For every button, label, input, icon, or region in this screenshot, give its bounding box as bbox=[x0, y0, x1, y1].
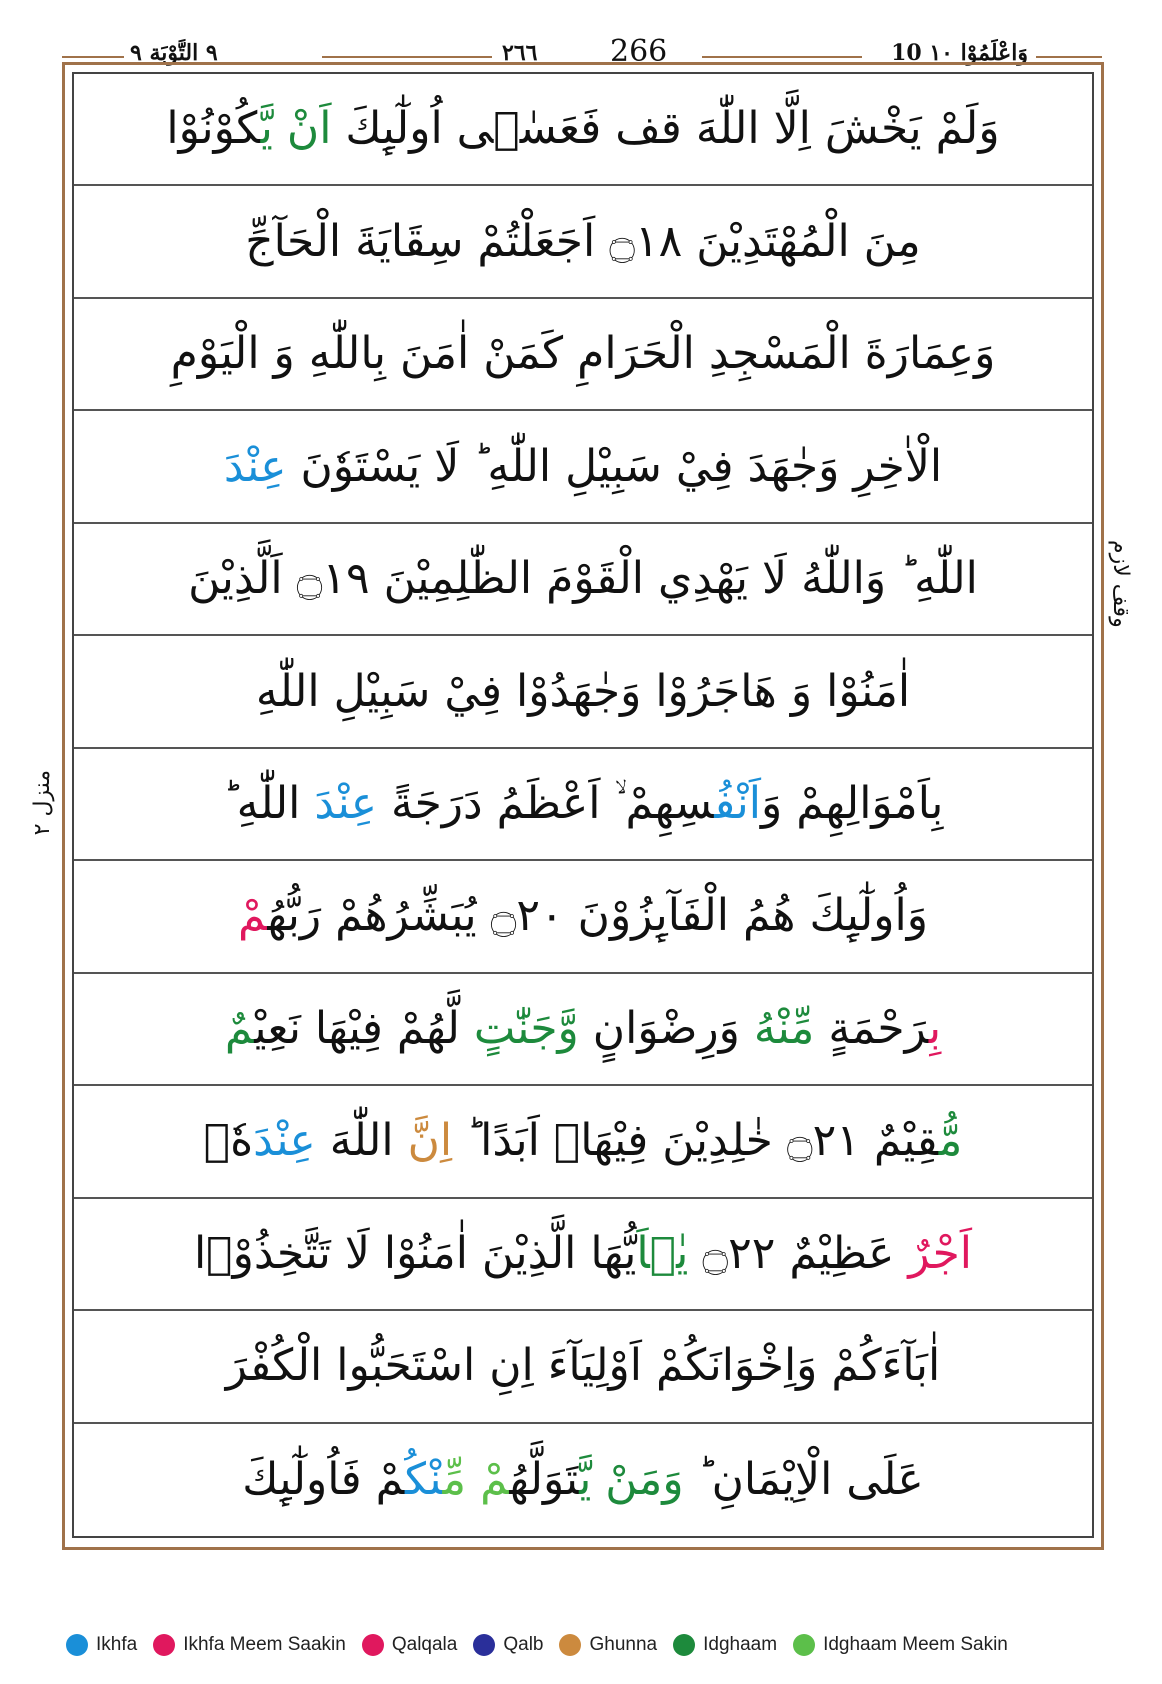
verse-segment: فَعَسٰۤى اُولٰٓىِٕكَ bbox=[331, 103, 616, 155]
verse-segment: اٰمَنُوْا وَ هَاجَرُوْا وَجٰهَدُوْا فِيْ سَبِيْلِ اللّٰهِ bbox=[255, 665, 911, 717]
verse-segment: مْ فَاُولٰٓىِٕكَ bbox=[242, 1453, 405, 1505]
verse-text bbox=[203, 1115, 963, 1167]
verse-text bbox=[170, 328, 996, 380]
tajweed-idghaam-segment: مِّنْهُ bbox=[753, 1002, 815, 1054]
verse-segment: اٰبَآءَكُمْ وَاِخْوَانَكُمْ اَوْلِيَآءَ اِنِ اسْتَحَبُّوا الْكُفْرَ bbox=[225, 1340, 941, 1392]
tajweed-ikhfa-segment: نْكُ bbox=[404, 1453, 443, 1505]
verse-segment: وَرِضْوَانٍ bbox=[578, 1002, 754, 1054]
verse-text bbox=[225, 1340, 941, 1392]
tajweed-ghunna-segment: اِنَّ bbox=[407, 1115, 453, 1167]
waqf-lazim-note: وقف لازم bbox=[1108, 540, 1133, 628]
color-dot-icon bbox=[559, 1634, 581, 1656]
color-dot-icon bbox=[362, 1634, 384, 1656]
verse-text bbox=[188, 553, 978, 605]
tajweed-idghaam-meem-segment: مْ مِّ bbox=[442, 1453, 510, 1505]
legend-item bbox=[362, 1634, 458, 1656]
legend-item bbox=[66, 1634, 137, 1656]
verse-segment: مِنَ الْمُهْتَدِيْنَ ۝١٨ اَجَعَلْتُمْ سِقَايَةَ الْحَآجِّ bbox=[245, 215, 921, 267]
legend-item bbox=[473, 1634, 543, 1656]
header-rule-right bbox=[1036, 56, 1102, 58]
verse-segment: لَّهُمْ فِيْهَا نَعِيْ bbox=[254, 1002, 474, 1054]
tajweed-qalqala-segment: بِ bbox=[928, 1002, 942, 1054]
verse-segment: وَاُولٰٓىِٕكَ هُمُ الْفَآىِٕزُوْنَ ۝٢٠ يُبَشِّرُهُمْ رَبُّهُ bbox=[267, 890, 928, 942]
legend-item bbox=[673, 1634, 777, 1656]
verse-line bbox=[74, 524, 1092, 636]
verse-line bbox=[74, 1199, 1092, 1311]
page-number-arabic: ٢٦٦ bbox=[502, 40, 538, 66]
verse-line bbox=[74, 974, 1092, 1086]
verse-text bbox=[223, 440, 943, 492]
surah-name: ٩ التَّوْبَة ٩ bbox=[130, 40, 218, 66]
verse-segment: بِاَمْوَالِهِمْ وَ bbox=[761, 777, 944, 829]
verse-line bbox=[74, 1424, 1092, 1536]
color-dot-icon bbox=[153, 1634, 175, 1656]
verse-segment: رَحْمَةٍ bbox=[814, 1002, 929, 1054]
tajweed-idghaam-segment: اَنْ يَّ bbox=[260, 103, 332, 155]
verse-line bbox=[74, 861, 1092, 973]
verse-text bbox=[224, 1002, 942, 1054]
tajweed-qalqala-segment: مْ bbox=[238, 890, 268, 942]
verse-segment: اللّٰهِ ؕ bbox=[222, 777, 315, 829]
verse-segment: عَلَى الْاِيْمَانِ ؕ bbox=[683, 1453, 924, 1505]
verse-line bbox=[74, 411, 1092, 523]
tajweed-idghaam-segment: وَمَنْ يَّ bbox=[579, 1453, 684, 1505]
tajweed-ikhfa-meem-segment: اَجْرٌ bbox=[908, 1227, 973, 1279]
verse-line bbox=[74, 186, 1092, 298]
verse-segment: يُّهَا الَّذِيْنَ اٰمَنُوْا لَا تَتَّخِذُوْۤا bbox=[193, 1227, 637, 1279]
verse-line bbox=[74, 636, 1092, 748]
verse-text bbox=[255, 665, 911, 717]
tajweed-idghaam-segment: يٰۤاَ bbox=[636, 1227, 689, 1279]
color-dot-icon bbox=[793, 1634, 815, 1656]
juz-name: 10 وَاعْلَمُوْا ١٠ bbox=[891, 40, 1028, 66]
legend-label: Idghaam bbox=[703, 1634, 778, 1655]
tajweed-legend bbox=[66, 1630, 1024, 1660]
tajweed-idghaam-segment: مٌ bbox=[224, 1002, 255, 1054]
legend-item bbox=[559, 1634, 657, 1656]
legend-item bbox=[153, 1634, 346, 1656]
verse-segment: وَعِمَارَةَ الْمَسْجِدِ الْحَرَامِ كَمَنْ اٰمَنَ بِاللّٰهِ وَ الْيَوْمِ bbox=[170, 328, 996, 380]
verse-text bbox=[242, 1453, 924, 1505]
verse-segment: قِيْمٌ ۝٢١ خٰلِدِيْنَ فِيْهَاۤ اَبَدًا ؕ bbox=[452, 1115, 939, 1167]
verse-text bbox=[238, 890, 928, 942]
tajweed-idghaam-segment: وَّجَنّٰتٍ bbox=[473, 1002, 579, 1054]
legend-label: Idghaam Meem Sakin bbox=[823, 1634, 1008, 1655]
verse-segment: اللّٰهَ bbox=[315, 1115, 408, 1167]
verse-segment: وَلَمْ يَخْشَ اِلَّا اللّٰهَ bbox=[681, 103, 1000, 155]
header-rule-mid-left bbox=[322, 56, 492, 58]
verse-frame bbox=[72, 72, 1094, 1538]
manzil-note: منزل ٢ bbox=[30, 770, 55, 836]
verse-segment: عَظِيْمٌ ۝٢٢ bbox=[688, 1227, 909, 1279]
legend-label: Qalb bbox=[503, 1634, 544, 1655]
tajweed-ikhfa-segment: عِنْدَ bbox=[223, 440, 287, 492]
header-rule-left bbox=[62, 56, 124, 58]
verse-text bbox=[166, 103, 1000, 155]
legend-label: Ikhfa Meem Saakin bbox=[183, 1634, 346, 1655]
verse-line bbox=[74, 749, 1092, 861]
color-dot-icon bbox=[673, 1634, 695, 1656]
legend-label: Ghunna bbox=[589, 1634, 658, 1655]
waqf-mark: قف bbox=[615, 103, 682, 155]
verse-segment: سِهِمْ ۙ اَعْظَمُ دَرَجَةً bbox=[377, 777, 715, 829]
verse-line bbox=[74, 1086, 1092, 1198]
tajweed-ikhfa-segment: اَنْفُ bbox=[714, 777, 761, 829]
legend-label: Qalqala bbox=[391, 1634, 458, 1655]
verse-segment: اللّٰهِ ؕ وَاللّٰهُ لَا يَهْدِي الْقَوْمَ الظّٰلِمِيْنَ ۝١٩ اَلَّذِيْنَ bbox=[188, 553, 978, 605]
verse-segment: هٗۤ bbox=[203, 1115, 254, 1167]
color-dot-icon bbox=[473, 1634, 495, 1656]
verse-text bbox=[193, 1227, 973, 1279]
verse-text bbox=[222, 777, 944, 829]
legend-item bbox=[793, 1634, 1008, 1656]
page-number: 266 bbox=[610, 34, 668, 69]
tajweed-ikhfa-segment: عِنْدَ bbox=[314, 777, 377, 829]
tajweed-idghaam-segment: مُّ bbox=[938, 1115, 963, 1167]
verse-segment: كُوْنُوْا bbox=[166, 103, 261, 155]
verse-text bbox=[245, 215, 921, 267]
verse-line bbox=[74, 74, 1092, 186]
verse-line bbox=[74, 299, 1092, 411]
verse-segment: الْاٰخِرِ وَجٰهَدَ فِيْ سَبِيْلِ اللّٰهِ ؕ لَا يَسْتَوٗنَ bbox=[286, 440, 943, 492]
color-dot-icon bbox=[66, 1634, 88, 1656]
header-rule-mid-right bbox=[702, 56, 862, 58]
tajweed-ikhfa-segment: عِنْدَ bbox=[253, 1115, 316, 1167]
legend-label: Ikhfa bbox=[96, 1634, 138, 1655]
verse-segment: تَوَلَّهُ bbox=[509, 1453, 580, 1505]
verse-line bbox=[74, 1311, 1092, 1423]
